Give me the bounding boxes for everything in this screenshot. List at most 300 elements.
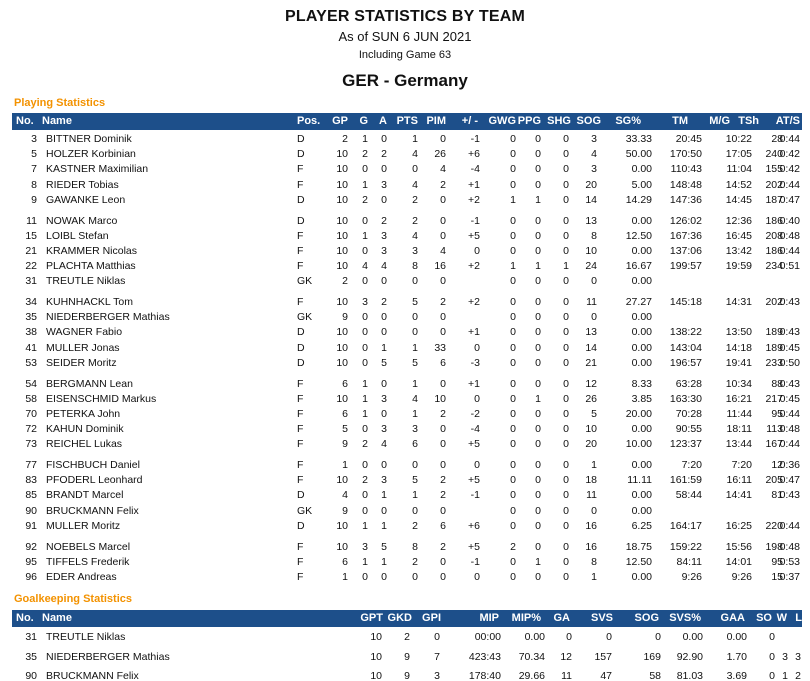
cell-pts: 3 bbox=[412, 423, 418, 436]
cell-tm: 7:20 bbox=[681, 459, 702, 471]
cell-ppg: 0 bbox=[535, 341, 541, 354]
cell-tm: 170:50 bbox=[669, 148, 702, 161]
gk-cell-no: 90 bbox=[25, 670, 37, 681]
cell-pos: F bbox=[297, 423, 304, 436]
gk-cell-no: 35 bbox=[25, 650, 37, 663]
cell-pos: GK bbox=[297, 311, 313, 324]
cell-tsh: 95 bbox=[771, 407, 783, 420]
cell-pts: 5 bbox=[412, 296, 418, 308]
cell-pos: D bbox=[297, 148, 305, 161]
cell-gp: 1 bbox=[342, 459, 348, 471]
cell-no: 58 bbox=[25, 392, 37, 405]
cell-gp: 10 bbox=[336, 244, 348, 257]
column-header-pos: Pos. bbox=[297, 115, 321, 127]
gk-cell-so: 0 bbox=[769, 631, 775, 643]
team-name: GER - Germany bbox=[342, 71, 468, 90]
cell-gp: 10 bbox=[336, 326, 348, 339]
cell-pts: 8 bbox=[412, 540, 418, 553]
cell-name: SEIDER Moritz bbox=[46, 356, 117, 369]
cell-name: BERGMANN Lean bbox=[46, 377, 133, 390]
cell-gwg: 1 bbox=[510, 260, 516, 273]
cell-ppg: 0 bbox=[535, 214, 541, 227]
cell-name: BRUCKMANN Felix bbox=[46, 504, 139, 517]
cell-sog: 26 bbox=[585, 392, 597, 405]
cell-a: 0 bbox=[381, 275, 387, 288]
goalkeeping-statistics-header bbox=[12, 610, 802, 627]
cell-pim: 0 bbox=[440, 377, 446, 390]
cell-ppg: 0 bbox=[535, 474, 541, 487]
cell-sg: 20.00 bbox=[625, 407, 652, 420]
cell-sog: 1 bbox=[591, 570, 597, 583]
cell-at-s: 0:44 bbox=[779, 244, 800, 257]
cell-m-g: 14:31 bbox=[725, 296, 752, 308]
gk-cell-w: 3 bbox=[782, 650, 788, 663]
cell-sg: 12.50 bbox=[625, 229, 652, 242]
cell-sg: 18.75 bbox=[625, 540, 652, 553]
cell-ppg: 1 bbox=[535, 260, 541, 273]
cell-tsh: 28 bbox=[771, 133, 783, 145]
cell-pts: 5 bbox=[412, 474, 418, 487]
cell-no: 3 bbox=[31, 133, 37, 145]
cell-sog: 13 bbox=[585, 326, 597, 339]
cell-sg: 27.27 bbox=[625, 296, 652, 308]
cell-g: 1 bbox=[362, 178, 368, 191]
gk-cell-so: 0 bbox=[769, 650, 775, 663]
cell-no: 53 bbox=[25, 356, 37, 369]
cell-gp: 10 bbox=[336, 540, 348, 553]
cell-shg: 0 bbox=[563, 423, 569, 436]
cell-gp: 10 bbox=[336, 341, 348, 354]
cell-shg: 0 bbox=[563, 148, 569, 161]
cell-g: 0 bbox=[362, 341, 368, 354]
cell-no: 11 bbox=[26, 214, 37, 227]
cell-g: 0 bbox=[362, 163, 368, 176]
cell-pim: 2 bbox=[440, 407, 446, 420]
cell-pim: 0 bbox=[440, 438, 446, 451]
cell-g: 0 bbox=[362, 489, 368, 502]
cell-pts: 4 bbox=[412, 178, 418, 191]
gk-cell-gaa: 1.70 bbox=[726, 650, 747, 663]
cell-gwg: 0 bbox=[510, 244, 516, 257]
cell-sg: 0.00 bbox=[631, 244, 652, 257]
cell-a: 0 bbox=[381, 377, 387, 390]
cell-gp: 2 bbox=[342, 275, 348, 288]
cell-g: 1 bbox=[362, 519, 368, 532]
cell-g: 0 bbox=[362, 311, 368, 324]
cell-gwg: 0 bbox=[510, 356, 516, 369]
cell-tm: 145:18 bbox=[669, 296, 702, 308]
cell-tm: 9:26 bbox=[681, 570, 702, 583]
gk-cell-svs: 92.90 bbox=[676, 650, 703, 663]
cell-at-s: 0:44 bbox=[779, 133, 800, 145]
cell-shg: 0 bbox=[563, 244, 569, 257]
cell-tm: 126:02 bbox=[669, 214, 702, 227]
cell-col: +5 bbox=[468, 229, 480, 242]
cell-pos: F bbox=[297, 392, 304, 405]
cell-name: PLACHTA Matthias bbox=[46, 260, 136, 273]
cell-m-g: 13:44 bbox=[725, 438, 752, 451]
cell-no: 72 bbox=[25, 423, 37, 436]
column-header-a: A bbox=[379, 115, 387, 127]
gk-cell-gkd: 9 bbox=[404, 650, 410, 663]
gk-cell-gpi: 3 bbox=[434, 670, 440, 681]
cell-m-g: 14:01 bbox=[725, 555, 752, 568]
gk-cell-l: 3 bbox=[795, 650, 801, 663]
cell-a: 0 bbox=[381, 311, 387, 324]
cell-gp: 10 bbox=[336, 296, 348, 308]
cell-ppg: 0 bbox=[535, 275, 541, 288]
column-header-ppg: PPG bbox=[517, 115, 541, 127]
gk-cell-mip: 70.34 bbox=[518, 650, 545, 663]
cell-tsh: 208 bbox=[765, 229, 783, 242]
cell-pim: 4 bbox=[440, 163, 446, 176]
cell-gwg: 0 bbox=[510, 341, 516, 354]
cell-sg: 0.00 bbox=[631, 570, 652, 583]
cell-gwg: 0 bbox=[510, 296, 516, 308]
gk-cell-l: 2 bbox=[795, 670, 801, 681]
cell-a: 1 bbox=[381, 555, 387, 568]
cell-name: KASTNER Maximilian bbox=[46, 163, 149, 176]
cell-col: +2 bbox=[468, 193, 480, 206]
cell-gp: 6 bbox=[342, 555, 348, 568]
cell-pos: F bbox=[297, 377, 304, 390]
cell-pos: F bbox=[297, 438, 304, 451]
cell-col: -1 bbox=[470, 555, 480, 568]
cell-sog: 20 bbox=[585, 438, 597, 451]
cell-name: BRANDT Marcel bbox=[46, 489, 124, 502]
gk-column-header-name: Name bbox=[42, 612, 72, 624]
cell-gwg: 0 bbox=[510, 326, 516, 339]
cell-pts: 1 bbox=[412, 489, 418, 502]
cell-name: WAGNER Fabio bbox=[46, 326, 123, 339]
cell-tsh: 155 bbox=[765, 163, 783, 176]
gk-cell-svs: 81.03 bbox=[676, 670, 703, 681]
cell-name: NOEBELS Marcel bbox=[46, 540, 131, 553]
cell-at-s: 0:45 bbox=[779, 392, 800, 405]
cell-name: MULLER Jonas bbox=[46, 341, 120, 354]
cell-pos: GK bbox=[297, 504, 313, 517]
cell-sg: 0.00 bbox=[631, 423, 652, 436]
cell-pos: F bbox=[297, 229, 304, 242]
cell-g: 1 bbox=[362, 392, 368, 405]
gk-cell-sog: 0 bbox=[655, 631, 661, 643]
cell-a: 0 bbox=[381, 133, 387, 145]
cell-m-g: 14:18 bbox=[725, 341, 752, 354]
cell-pim: 26 bbox=[434, 148, 446, 161]
column-header-col: +/ - bbox=[461, 115, 478, 127]
cell-ppg: 0 bbox=[535, 163, 541, 176]
cell-ppg: 1 bbox=[535, 392, 541, 405]
cell-sog: 16 bbox=[585, 540, 597, 553]
cell-sog: 0 bbox=[591, 311, 597, 324]
cell-tsh: 88 bbox=[771, 377, 783, 390]
gk-cell-gkd: 9 bbox=[404, 670, 410, 681]
cell-m-g: 14:52 bbox=[725, 178, 752, 191]
cell-sg: 14.29 bbox=[625, 193, 652, 206]
cell-at-s: 0:44 bbox=[779, 407, 800, 420]
cell-no: 35 bbox=[25, 311, 37, 324]
cell-col: +5 bbox=[468, 474, 480, 487]
cell-sg: 5.00 bbox=[631, 178, 652, 191]
cell-tm: 58:44 bbox=[675, 489, 702, 502]
cell-shg: 0 bbox=[563, 193, 569, 206]
cell-col: +5 bbox=[468, 438, 480, 451]
report-including: Including Game 63 bbox=[358, 49, 452, 61]
cell-gp: 10 bbox=[336, 474, 348, 487]
cell-shg: 0 bbox=[563, 341, 569, 354]
cell-ppg: 0 bbox=[535, 244, 541, 257]
cell-no: 9 bbox=[31, 193, 37, 206]
cell-shg: 0 bbox=[563, 229, 569, 242]
column-header-tm: TM bbox=[672, 115, 688, 127]
cell-shg: 1 bbox=[563, 260, 569, 273]
cell-gp: 10 bbox=[336, 163, 348, 176]
cell-at-s: 0:42 bbox=[779, 148, 800, 161]
cell-pts: 0 bbox=[412, 326, 418, 339]
cell-gp: 5 bbox=[342, 423, 348, 436]
cell-pts: 0 bbox=[412, 311, 418, 324]
cell-tm: 123:37 bbox=[669, 438, 702, 451]
cell-m-g: 16:21 bbox=[725, 392, 752, 405]
cell-pos: D bbox=[297, 356, 305, 369]
cell-name: BITTNER Dominik bbox=[46, 133, 132, 145]
gk-cell-svs: 0 bbox=[606, 631, 612, 643]
cell-gwg: 0 bbox=[510, 555, 516, 568]
column-header-tsh: TSh bbox=[738, 115, 759, 127]
cell-m-g: 16:11 bbox=[726, 474, 752, 487]
cell-a: 3 bbox=[381, 178, 387, 191]
cell-m-g: 10:22 bbox=[725, 133, 752, 145]
cell-col: -3 bbox=[470, 356, 480, 369]
cell-tsh: 202 bbox=[765, 178, 783, 191]
cell-pts: 1 bbox=[412, 377, 418, 390]
cell-pts: 2 bbox=[412, 555, 418, 568]
cell-sg: 0.00 bbox=[631, 504, 652, 517]
cell-a: 2 bbox=[381, 296, 387, 308]
cell-pos: D bbox=[297, 326, 305, 339]
cell-sog: 16 bbox=[585, 519, 597, 532]
cell-sg: 0.00 bbox=[631, 311, 652, 324]
cell-shg: 0 bbox=[563, 459, 569, 471]
cell-a: 2 bbox=[381, 214, 387, 227]
cell-gp: 10 bbox=[336, 260, 348, 273]
cell-a: 3 bbox=[381, 392, 387, 405]
cell-no: 38 bbox=[25, 326, 37, 339]
cell-sog: 3 bbox=[591, 133, 597, 145]
cell-sog: 10 bbox=[585, 244, 597, 257]
cell-pim: 0 bbox=[440, 423, 446, 436]
cell-tm: 70:28 bbox=[675, 407, 702, 420]
cell-a: 3 bbox=[381, 244, 387, 257]
cell-tsh: 15 bbox=[771, 570, 783, 583]
cell-pos: F bbox=[297, 260, 304, 273]
cell-pts: 2 bbox=[412, 519, 418, 532]
cell-a: 1 bbox=[381, 489, 387, 502]
cell-gwg: 0 bbox=[510, 392, 516, 405]
cell-gwg: 0 bbox=[510, 519, 516, 532]
cell-tm: 137:06 bbox=[669, 244, 702, 257]
cell-g: 0 bbox=[362, 214, 368, 227]
cell-sog: 18 bbox=[585, 474, 597, 487]
cell-pos: F bbox=[297, 244, 304, 257]
report-title: PLAYER STATISTICS BY TEAM bbox=[285, 8, 525, 25]
cell-pts: 1 bbox=[412, 133, 418, 145]
cell-pts: 0 bbox=[412, 275, 418, 288]
cell-gp: 10 bbox=[336, 214, 348, 227]
gk-cell-gpi: 7 bbox=[434, 650, 440, 663]
cell-gwg: 2 bbox=[510, 540, 516, 553]
cell-gp: 10 bbox=[336, 356, 348, 369]
cell-name: FISCHBUCH Daniel bbox=[46, 459, 140, 471]
cell-tm: 138:22 bbox=[669, 326, 702, 339]
cell-m-g: 7:20 bbox=[731, 459, 752, 471]
cell-gwg: 0 bbox=[510, 459, 516, 471]
cell-tsh: 81 bbox=[771, 489, 783, 502]
cell-pos: D bbox=[297, 214, 305, 227]
gk-cell-mip: 00:00 bbox=[474, 631, 501, 643]
gk-column-header-svs: SVS bbox=[590, 612, 613, 624]
cell-gwg: 0 bbox=[510, 438, 516, 451]
cell-name: EDER Andreas bbox=[46, 570, 117, 583]
cell-sog: 10 bbox=[585, 423, 597, 436]
cell-pts: 4 bbox=[412, 229, 418, 242]
cell-name: NOWAK Marco bbox=[46, 214, 118, 227]
cell-pim: 0 bbox=[440, 193, 446, 206]
column-header-gp: GP bbox=[332, 115, 348, 127]
cell-sog: 8 bbox=[591, 555, 597, 568]
column-header-sog: SOG bbox=[576, 115, 601, 127]
cell-sg: 0.00 bbox=[631, 489, 652, 502]
gk-column-header-gpt: GPT bbox=[360, 612, 383, 624]
cell-pim: 2 bbox=[440, 540, 446, 553]
cell-m-g: 15:56 bbox=[725, 540, 752, 553]
cell-ppg: 0 bbox=[535, 423, 541, 436]
gk-cell-gpt: 10 bbox=[370, 631, 382, 643]
cell-shg: 0 bbox=[563, 356, 569, 369]
cell-g: 2 bbox=[362, 438, 368, 451]
cell-gwg: 0 bbox=[510, 214, 516, 227]
cell-a: 2 bbox=[381, 148, 387, 161]
cell-tsh: 167 bbox=[765, 438, 783, 451]
column-header-no: No. bbox=[16, 115, 34, 127]
gk-column-header-mip: MIP% bbox=[511, 612, 541, 624]
cell-m-g: 16:45 bbox=[725, 229, 752, 242]
cell-tm: 20:45 bbox=[675, 133, 702, 145]
cell-col: 0 bbox=[474, 341, 480, 354]
gk-column-header-gkd: GKD bbox=[387, 612, 412, 624]
cell-at-s: 0:43 bbox=[779, 377, 800, 390]
cell-g: 1 bbox=[362, 407, 368, 420]
cell-at-s: 0:53 bbox=[779, 555, 800, 568]
cell-g: 0 bbox=[362, 570, 368, 583]
cell-name: REICHEL Lukas bbox=[46, 438, 123, 451]
cell-shg: 0 bbox=[563, 570, 569, 583]
cell-sog: 5 bbox=[591, 407, 597, 420]
gk-column-header-l: L bbox=[795, 612, 802, 624]
cell-ppg: 1 bbox=[535, 193, 541, 206]
cell-name: EISENSCHMID Markus bbox=[46, 392, 157, 405]
cell-m-g: 19:41 bbox=[725, 356, 752, 369]
cell-a: 0 bbox=[381, 193, 387, 206]
cell-sg: 33.33 bbox=[625, 133, 652, 145]
cell-g: 0 bbox=[362, 459, 368, 471]
cell-col: -2 bbox=[470, 407, 480, 420]
cell-no: 31 bbox=[25, 275, 37, 288]
cell-at-s: 0:45 bbox=[779, 341, 800, 354]
cell-ppg: 0 bbox=[535, 229, 541, 242]
cell-tm: 163:30 bbox=[669, 392, 702, 405]
cell-pos: D bbox=[297, 519, 305, 532]
cell-shg: 0 bbox=[563, 489, 569, 502]
cell-pos: F bbox=[297, 407, 304, 420]
cell-g: 1 bbox=[362, 229, 368, 242]
cell-gwg: 0 bbox=[510, 148, 516, 161]
gk-column-header-sog: SOG bbox=[634, 612, 659, 624]
cell-g: 2 bbox=[362, 474, 368, 487]
cell-sog: 14 bbox=[585, 193, 597, 206]
cell-gwg: 0 bbox=[510, 474, 516, 487]
cell-sog: 1 bbox=[591, 459, 597, 471]
cell-g: 1 bbox=[362, 555, 368, 568]
cell-gwg: 0 bbox=[510, 504, 516, 517]
cell-shg: 0 bbox=[563, 438, 569, 451]
cell-no: 90 bbox=[25, 504, 37, 517]
gk-cell-ga: 12 bbox=[560, 650, 572, 663]
cell-gwg: 0 bbox=[510, 133, 516, 145]
cell-pos: F bbox=[297, 540, 304, 553]
cell-shg: 0 bbox=[563, 163, 569, 176]
cell-pts: 0 bbox=[412, 459, 418, 471]
cell-col: +1 bbox=[468, 377, 480, 390]
cell-gp: 9 bbox=[342, 504, 348, 517]
cell-shg: 0 bbox=[563, 296, 569, 308]
cell-pos: F bbox=[297, 296, 304, 308]
cell-col: +2 bbox=[468, 260, 480, 273]
gk-cell-gpt: 10 bbox=[370, 670, 382, 681]
cell-g: 4 bbox=[362, 260, 368, 273]
cell-pos: D bbox=[297, 133, 305, 145]
cell-tsh: 12 bbox=[771, 459, 783, 471]
cell-sog: 21 bbox=[585, 356, 597, 369]
cell-m-g: 11:04 bbox=[726, 163, 752, 176]
column-header-pts: PTS bbox=[396, 115, 418, 127]
cell-sg: 12.50 bbox=[625, 555, 652, 568]
cell-ppg: 0 bbox=[535, 407, 541, 420]
cell-tsh: 240 bbox=[765, 148, 783, 161]
cell-at-s: 0:36 bbox=[779, 459, 800, 471]
cell-g: 2 bbox=[362, 193, 368, 206]
cell-a: 0 bbox=[381, 326, 387, 339]
cell-at-s: 0:37 bbox=[779, 570, 800, 583]
cell-sg: 0.00 bbox=[631, 459, 652, 471]
cell-name: NIEDERBERGER Mathias bbox=[46, 311, 170, 324]
cell-name: KAHUN Dominik bbox=[46, 423, 124, 436]
gk-column-header-ga: GA bbox=[553, 612, 570, 624]
cell-sg: 10.00 bbox=[625, 438, 652, 451]
cell-tm: 164:17 bbox=[669, 519, 702, 532]
cell-sg: 0.00 bbox=[631, 214, 652, 227]
gk-cell-mip: 29.66 bbox=[518, 670, 545, 681]
cell-pim: 2 bbox=[440, 178, 446, 191]
gk-cell-name: BRUCKMANN Felix bbox=[46, 670, 139, 681]
cell-m-g: 16:25 bbox=[725, 519, 752, 532]
cell-pim: 16 bbox=[434, 260, 446, 273]
cell-name: KUHNHACKL Tom bbox=[46, 296, 133, 308]
cell-ppg: 0 bbox=[535, 356, 541, 369]
cell-g: 0 bbox=[362, 326, 368, 339]
cell-pim: 4 bbox=[440, 244, 446, 257]
cell-ppg: 1 bbox=[535, 555, 541, 568]
